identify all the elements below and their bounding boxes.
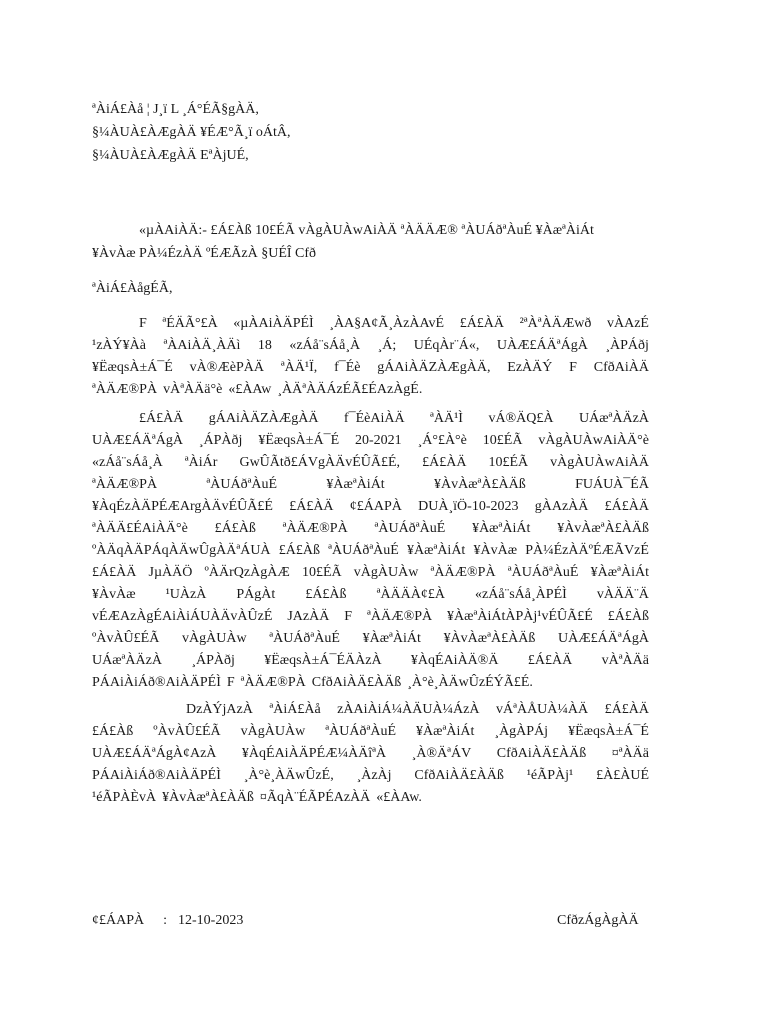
paragraph-3 [92,699,649,809]
word: ¤ªÀÄä [611,746,649,761]
word: PÁAiÀiÁð®AiÀÄPÉÌ [92,768,221,783]
word: DUÀ¸ïÖ-10-2023 [418,499,519,514]
word: ¥ÀæªÀiÁt [362,631,421,646]
word: ºÀÄrQzÀgÀÆ [204,565,290,580]
paragraph-row [92,562,649,584]
word: PÀ¼ÉzÀÄºÉÆÃVzÉ [525,543,649,558]
word: vÀgÀUÀw [353,565,419,580]
word: ²ªÀªÀÄÆwð [519,316,592,331]
word: ¥ËæqsÀ±Á¯É [92,360,173,375]
word: 10£ÉÃ [488,455,529,470]
word: ºÀvÀÛ£ÉÃ [153,724,221,739]
word: ºÀÄqÀÄPÁqÀÄwÛgÀÄªÁUÀ [92,543,271,558]
word: UÀÆ£ÁÄªÁgÀ [92,433,183,448]
word: JAzÀÄ [287,609,330,624]
word: vÀgÀUÀwAiÀÄ [550,455,649,470]
date-separator: : [163,913,168,928]
word: UÀÆ£ÁÄªÁgÀ [496,338,588,353]
word: UÀÆ£ÁÄªÁgÀ [557,631,649,646]
word: £Á£ÀÄ [604,499,649,514]
word: CfðAiÀÄ [593,360,649,375]
word: ¥ËæqsÀ±Á¯É [258,433,340,448]
address-line-3: §¼ÀUÀ£ÀÆgÀÄ EªÀjUÉ, [92,148,249,163]
word: ¢£ÁAPÀ [349,499,402,514]
word: «£ÀAw. [376,790,422,805]
paragraph-row [92,584,649,606]
paragraph-row [92,379,649,401]
word: EzÀÄÝ [507,360,553,375]
word: «zÁå¨sÁå¸À [289,338,361,353]
paragraph-row [92,496,649,518]
word: UÉqÀr¨Á«, [413,338,480,353]
date-line [92,913,243,929]
word: GwÛÃtð£ÁVgÀÄvÉÛÃ£É, [239,455,401,470]
word: ¸À°è¸ÀÄwÛzÉ, [243,768,334,783]
paragraph-row [92,452,649,474]
word: FUÁUÀ¯ÉÃ [575,477,649,492]
paragraph-row [186,699,649,721]
word: vÀgÀUÀw [182,631,247,646]
word: ªÀUÁðªÀuÉ [325,724,396,739]
word: F [139,316,147,331]
word: ¸Á; [377,338,397,353]
word: ¸À®ÄªÁV [411,746,472,761]
word: ¥ÀvÀæªÀ£ÀÄß [557,521,649,536]
paragraph-2 [92,408,649,694]
word: ªÉÄÃ°£À [162,316,218,331]
word: ¥ËæqsÀ±Á¯É [568,724,649,739]
word: ªÀUÁðªÀuÉ [328,543,399,558]
word: gÁAiÀÄZÀÆgÀÄ [208,411,319,426]
word: CfðAiÀÄ£ÀÄß [496,746,587,761]
word: ªÀÄ¹Ì [430,411,463,426]
word: JµÀÄÖ [148,565,193,580]
word: f¯Éè [334,360,361,375]
word: vÁªÀÅUÀ¼ÀÄ [495,702,589,717]
word: £Á£ÀÄ [422,455,467,470]
word: £Á£Àß [607,609,649,624]
word: ¸ÀzÀj [356,768,392,783]
paragraph-row [92,335,649,357]
word: CfðAiÀÄ£ÀÄß [414,768,504,783]
word: ¥ÀæªÀiÁt [472,521,531,536]
paragraph-row [139,313,649,335]
paragraph-row [139,408,649,430]
subject-line-1: «µÀAiÀÄ:- £Á£Àß 10£ÉÃ vÀgÀUÀwAiÀÄ ªÀÄÄÆ® ªÀUÁðªÀuÉ ¥ÀæªÀiÁt [139,223,594,238]
word: 18 [257,338,272,353]
word: vÀ®ÆèPÀÄ [189,360,265,375]
date-value: 12-10-2023 [178,913,244,928]
word: ¸ÁPÀðj [191,653,235,668]
word: DzÀÝjAzÀ [186,702,253,717]
word: ªÀUÁðªÀuÉ [374,521,446,536]
paragraph-row [92,787,649,809]
word: F [569,360,577,375]
word: f¯ÉèAiÀÄ [343,411,405,426]
word: ¤ÃqÀ¨ÉÃPÉAzÀÄ [259,790,371,805]
word: ¹éÃPÀÈvÀ [92,790,157,805]
word: £Á£Àß [214,521,256,536]
word: vÀªÀÄä [601,653,649,668]
word: ¹éÃPÀj¹ [526,768,574,783]
word: UÀÆ£ÁÄªÁgÀ¢AzÀ [92,746,217,761]
word: ¸ÁPÀðj [198,433,243,448]
word: ªÀÄÄ£ÉAiÀÄ°è [92,521,188,536]
word: ªÀUÁðªÀuÉ [206,477,278,492]
word: ºÀvÀÛ£ÉÃ [92,631,160,646]
word: vÀÄÄ¨Ä [596,587,649,602]
word: ªÀÄÆ®PÀ [92,477,158,492]
word: £Á£ÀÄ [289,499,334,514]
word: ¥ÀqÉAiÀÄ®Ä [410,653,499,668]
word: zÀAiÀiÁ¼ÀÄUÀ¼ÁzÀ [337,702,480,717]
word: UÁæªÀÄzÀ [578,411,649,426]
signature: CfðzÁgÀgÀÄ [557,913,639,928]
word: ¸ÀA§A¢Ã¸ÀzÀAvÉ [329,316,445,331]
word: ¥ÀæªÀiÁt [407,543,466,558]
subject-line-2: ¥ÀvÀæ PÀ¼ÉzÀÄ ºÉÆÃzÀ §UÉÎ Cfð [92,246,317,261]
word: vÉÆAzÀgÉAiÀiÁUÀÄvÀÛzÉ [92,609,273,624]
word: ªÀÄÄÀ¢£À [376,587,445,602]
word: ¸ÀPÁðj [605,338,649,353]
word: ¥ËæqsÀ±Á¯ÉÄÀzÀ [264,653,382,668]
paragraph-row [92,743,649,765]
word: £Á£ÀÄ [604,702,649,717]
word: ¥ÀvÀæªÀ£ÀÄß [434,477,526,492]
word: 20-2021 [355,433,402,448]
paragraph-row [92,765,649,787]
paragraph-row [92,650,649,672]
word: ¸Á°£À°è [417,433,467,448]
word: ¥ÀæªÀiÁtÀPÀj¹vÉÛÃ£É [447,609,593,624]
word: ªÀÄÆ®PÀ [92,382,158,397]
word: £Á£ÀÄ [92,565,137,580]
word: vÀAzÉ [607,316,649,331]
salutation: ªÀiÁ£ÀågÉÃ, [92,281,173,296]
paragraph-row [92,357,649,379]
word: ¸ÀÄªÀÄÁzÉÃ£ÉAzÀgÉ. [277,382,423,397]
word: ªÀÄÆ®PÀ [240,675,306,690]
word: CfðAiÀÄ£ÀÄß [311,675,402,690]
address-line-1: ªÀiÁ£Àå ¦ J¸ï L ¸Á°ÉÃ§gÀÄ, [92,102,259,117]
word: £Á£Àß [278,543,320,558]
word: ¥ÀæªÀiÁt [326,477,385,492]
word: ¥ÀæªÀiÁt [416,724,475,739]
word: «zÁå¨sÁå¸ÀPÉÌ [475,587,567,602]
word: PÁAiÀiÁð®AiÀÄPÉÌ [92,675,221,690]
word: gÀAzÀÄ [534,499,589,514]
word: F [226,675,235,690]
word: ªÀUÁðªÀuÉ [269,631,340,646]
word: gÁAiÀÄZÀÆgÀÄ, [377,360,491,375]
word: ªÀiÁr [184,455,218,470]
word: ¥ÀæªÀiÁt [590,565,649,580]
word: vÁ®ÄQ£À [488,411,554,426]
word: «zÁå¨sÁå¸À [92,455,163,470]
word: «µÀAiÀÄPÉÌ [233,316,314,331]
word: vÀªÀÄä°è [163,382,223,397]
word: £Á£Àß [92,724,134,739]
word: vÀgÀUÀwAiÀÄ°è [538,433,649,448]
word: ¥ÀqÉzÀÄPÉÆArgÀÄvÉÛÃ£É [92,499,273,514]
word: ªÀÄÆ®PÀ [367,609,433,624]
word: vÀgÀUÀw [240,724,306,739]
word: £Á£ÀÄ [459,316,505,331]
word: ¸ÀgÀPÁj [494,724,549,739]
word: ªÀÄ¹Ï, [280,360,318,375]
word: ¹zÀÝ¥Àà [92,338,146,353]
word: £Á£ÀÄ [527,653,573,668]
word: F [344,609,353,624]
paragraph-row [92,721,649,743]
word: ªÀAiÀÄ¸ÀÄì [163,338,241,353]
word: ªÀiÁ£Àå [269,702,321,717]
word: «£ÀAw [228,382,272,397]
word: ¥ÀvÀæªÀ£ÀÄß [162,790,254,805]
word: £À£ÀUÉ [596,768,649,783]
word: ¥ÀvÀæ [473,543,518,558]
address-line-2: §¼ÀUÀ£ÀÆgÀÄ ¥ÉÆ°Ã¸ï oÁtÂ, [92,125,291,140]
word: ¥ÀvÀæªÀ£ÀÄß [443,631,536,646]
word: ¥ÀvÀæ [92,587,136,602]
word: ªÀÄÆ®PÀ [282,521,348,536]
paragraph-1 [92,313,649,401]
word: ¥ÀqÉAiÀÄPÉÆ¼ÀÄîªÀ [241,746,387,761]
word: £Á£ÀÄ [139,411,184,426]
word: ªÀUÁðªÀuÉ [507,565,579,580]
paragraph-row [92,606,649,628]
word: ¹UÀzÀ [165,587,207,602]
paragraph-row [92,540,649,562]
word: ªÀÄÆ®PÀ [430,565,496,580]
word: 10£ÉÃ [482,433,523,448]
paragraph-row [92,672,649,694]
paragraph-row [92,430,649,452]
paragraph-row [92,628,649,650]
word: 10£ÉÃ [301,565,342,580]
paragraph-row [92,518,649,540]
paragraph-row [92,474,649,496]
word: PÁgÀt [236,587,276,602]
word: £Á£Àß [305,587,347,602]
date-label: ¢£ÁAPÀ [92,913,145,928]
word: ¸À°è¸ÀÄwÛzÉÝÃ£É. [407,675,533,690]
word: UÁæªÀÄzÀ [92,653,162,668]
